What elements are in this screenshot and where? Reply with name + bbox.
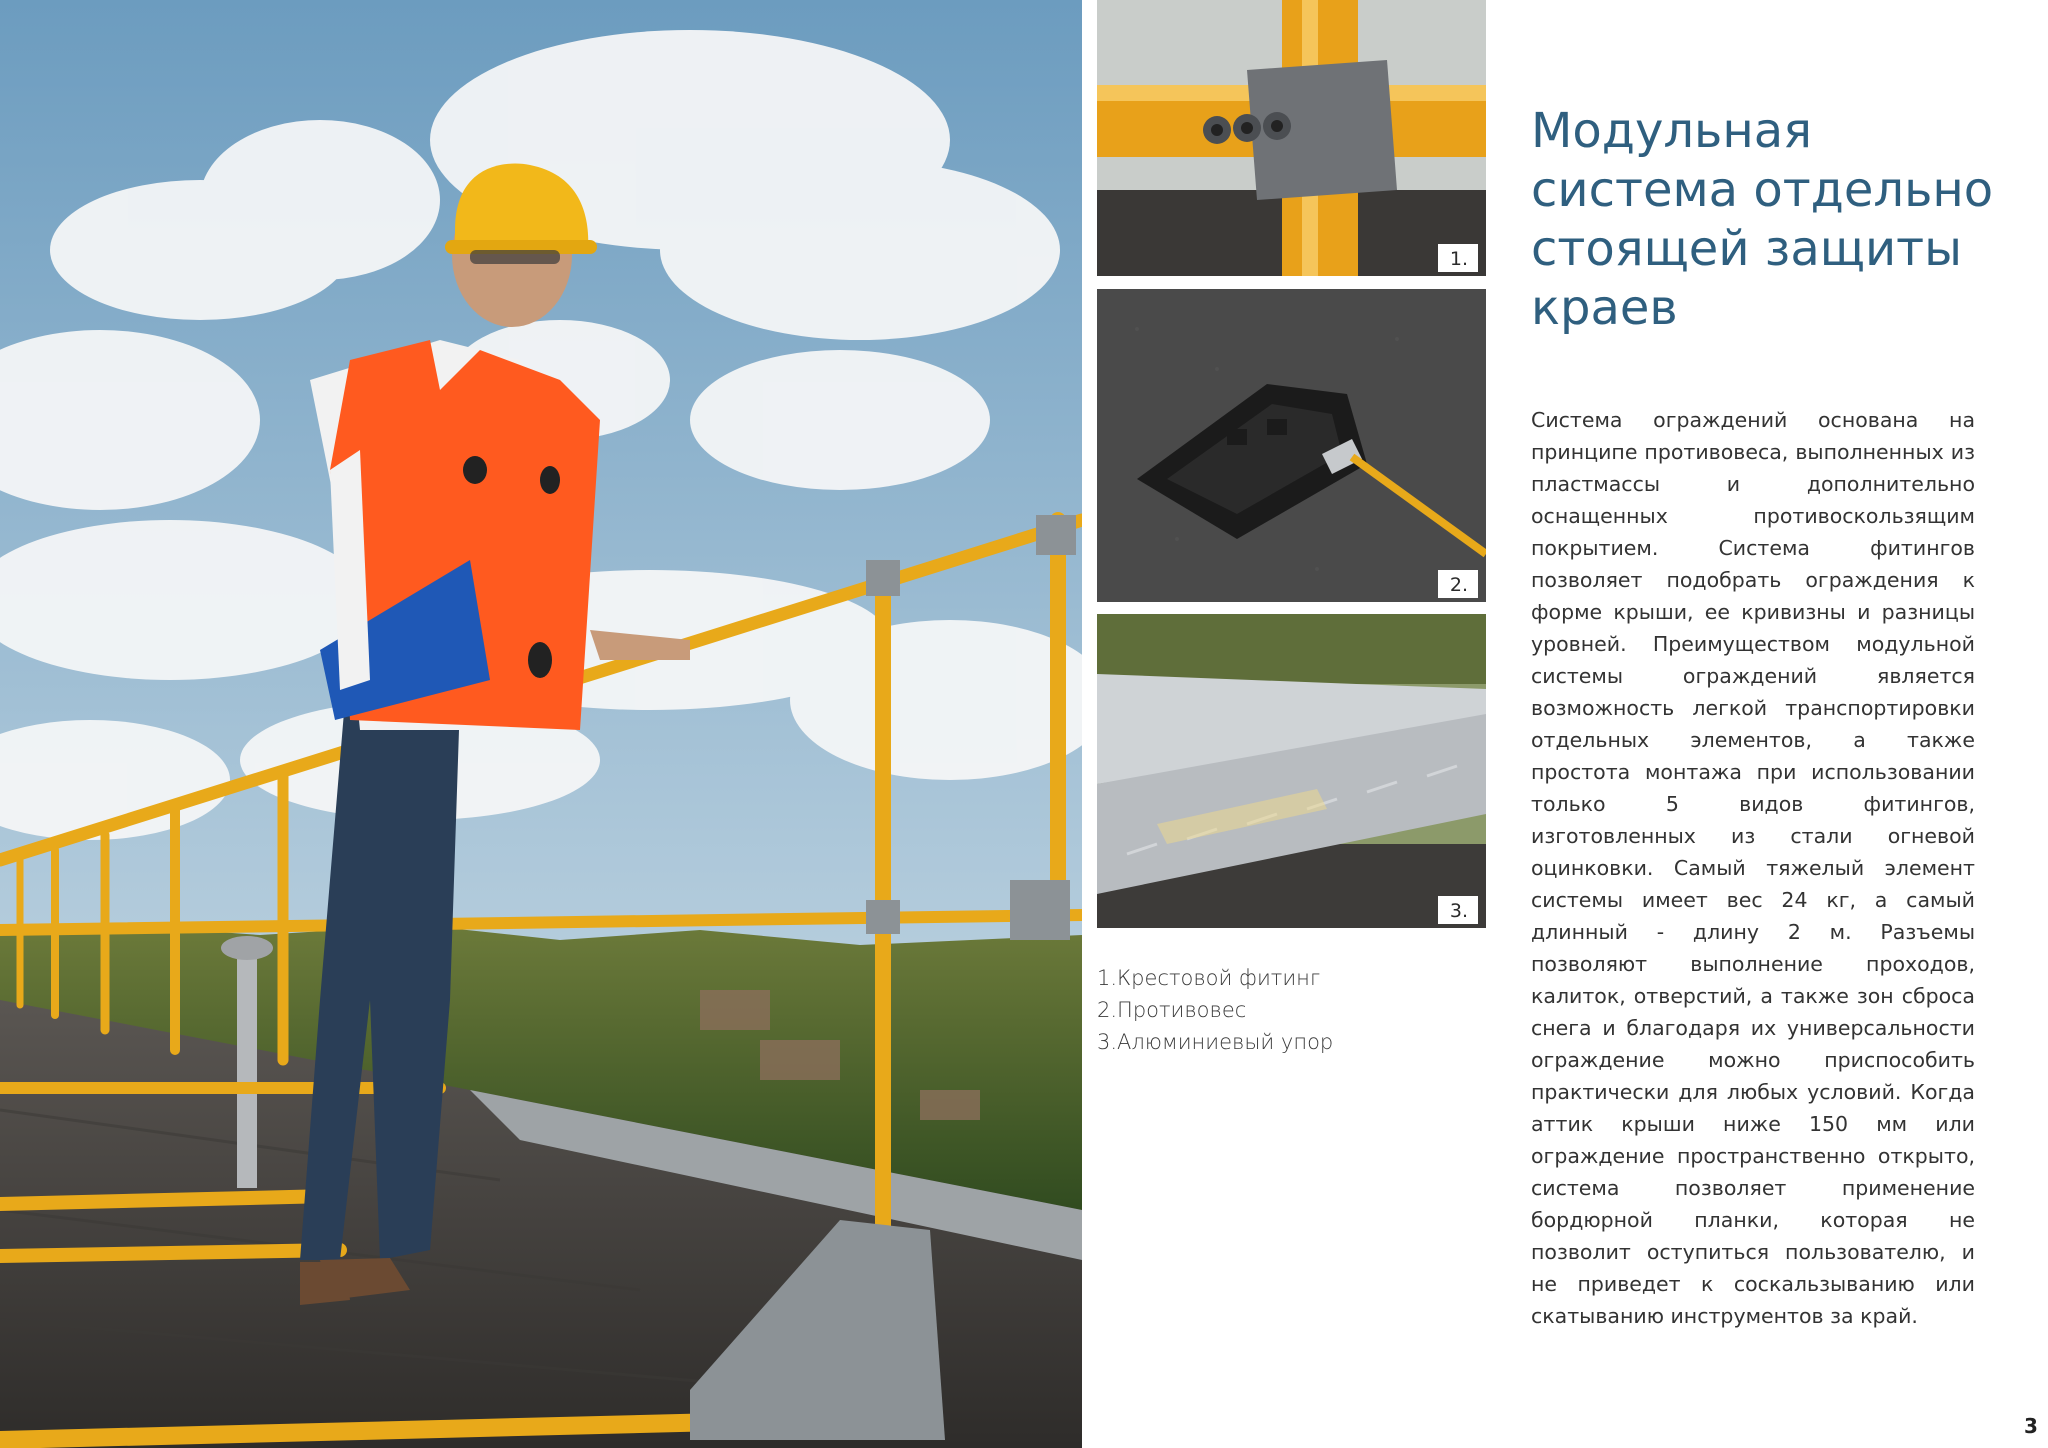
- body-text: Система ограждений основана на принципе противовеса, выполненных из пластмассы и дополнительно оснащенных противоскользящим покрытием. Система фитингов позволяет подобрать ограждения к форме крыши, ее кривизны и разницы уровней. Преимуществом модульной системы ограждений является возможность легкой транспортировки отдельных элементов, а также простота монтажа при использовании только 5 видов фитингов, изготовленных из стали огневой оцинковки. Самый тяжелый элемент системы имеет вес 24 кг, а самый длинный - длину 2 м. Разъемы позволяют выполнение проходов, калиток, отверстий, а также зон сброса снега и благодаря их универсальности ограждение можно приспособить практически для любых условий. Когда аттик крыши ниже 150 мм или ограждение пространственно открыто, система позволяет применение бордюрной планки, которая не позволит оступиться пользователю, и не приведет к соскальзыванию или скатыванию инструментов за край.: [1531, 408, 1975, 1328]
- caption-cross-fitting: 1.Крестовой фитинг: [1097, 966, 1321, 990]
- photo-captions: [1097, 962, 1457, 1058]
- photo-aluminium-toeboard: [1097, 614, 1486, 928]
- photo-number: 3.: [1438, 896, 1478, 924]
- photo-number: 1.: [1438, 244, 1478, 272]
- page-number: 3: [2024, 1414, 2038, 1438]
- page-title: Модульная система отдельно стоящей защиты краев: [1531, 103, 1994, 336]
- photo-cross-fitting: [1097, 0, 1486, 276]
- caption-aluminium-toeboard: 3.Алюминиевый упор: [1097, 1030, 1334, 1054]
- photo-number: 2.: [1438, 570, 1478, 598]
- caption-counterweight: 2.Противовес: [1097, 998, 1247, 1022]
- photo-counterweight: [1097, 289, 1486, 602]
